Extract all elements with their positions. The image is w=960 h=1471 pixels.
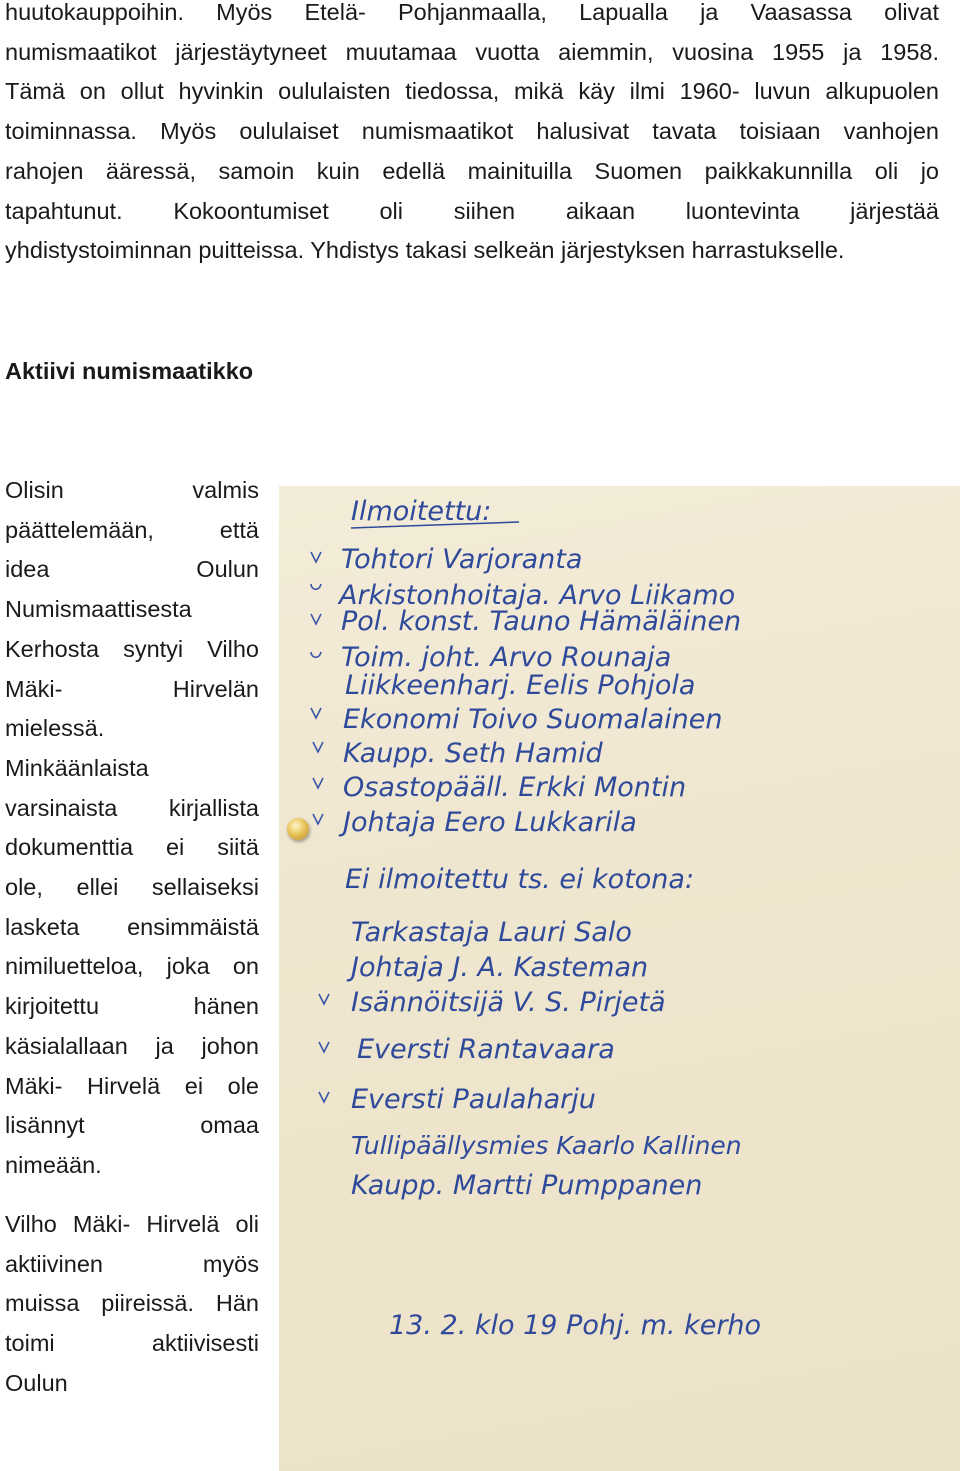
- column-line: aktiivinen myös: [5, 1250, 259, 1277]
- letter-entry: Tarkastaja Lauri Salo: [351, 917, 632, 948]
- letter-entry: Tohtori Varjoranta: [341, 544, 583, 575]
- column-line: Mäki- Hirvelä ei ole: [5, 1072, 259, 1099]
- column-line: Oulun: [5, 1369, 68, 1396]
- check-marks: [311, 552, 329, 1102]
- column-line: Kerhosta syntyi Vilho: [5, 635, 259, 662]
- column-line: Olisin valmis: [5, 477, 259, 503]
- column-paragraph-1: [5, 471, 259, 1186]
- intro-line: rahojen ääressä, samoin kuin edellä mainituilla Suomen paikkakunnilla oli jo: [5, 157, 939, 184]
- letter-subheader: Ei ilmoitettu ts. ei kotona:: [345, 864, 695, 895]
- column-line: ole, ellei sellaiseksi: [5, 874, 259, 901]
- letter-entry: Eversti Paulaharju: [351, 1084, 596, 1115]
- column-line: lisännyt omaa: [5, 1112, 259, 1139]
- intro-paragraph: [5, 0, 939, 271]
- letter-footer: 13. 2. klo 19 Pohj. m. kerho: [389, 1310, 762, 1341]
- letter-entry: Pol. konst. Tauno Hämäläinen: [341, 606, 742, 637]
- column-line: Numismaattisesta: [5, 596, 192, 623]
- letter-entry: Johtaja J. A. Kasteman: [351, 952, 649, 983]
- intro-line: numismaatikot järjestäytyneet muutamaa vuotta aiemmin, vuosina 1955 ja 1958.: [5, 38, 939, 65]
- column-line: Vilho Mäki- Hirvelä oli: [5, 1211, 259, 1237]
- letter-entry: Johtaja Eero Lukkarila: [343, 807, 637, 838]
- intro-line: tapahtunut. Kokoontumiset oli siihen aikaan luontevinta järjestää: [5, 197, 939, 224]
- column-line: Minkäänlaista: [5, 754, 149, 781]
- letter-entry: Osastopääll. Erkki Montin: [343, 772, 687, 803]
- letter-entry: Eversti Rantavaara: [357, 1034, 615, 1065]
- letter-entry: Toim. joht. Arvo Rounaja: [341, 642, 672, 673]
- handwritten-list: [279, 486, 960, 1471]
- column-line: lasketa ensimmäistä: [5, 913, 259, 940]
- column-line: muissa piireissä. Hän: [5, 1290, 259, 1317]
- column-line: toimi aktiivisesti: [5, 1330, 259, 1357]
- intro-line: toiminnassa. Myös oululaiset numismaatikot halusivat tavata toisiaan vanhojen: [5, 118, 939, 145]
- column-line: käsialallaan ja johon: [5, 1032, 259, 1059]
- letter-entry: Kaupp. Seth Hamid: [343, 738, 603, 769]
- column-line: varsinaista kirjallista: [5, 794, 259, 821]
- intro-line: huutokauppoihin. Myös Etelä- Pohjanmaalla, Lapualla ja Vaasassa olivat: [5, 0, 939, 25]
- intro-line: yhdistystoiminnan puitteissa. Yhdistys takasi selkeän järjestyksen harrastukselle.: [5, 237, 845, 264]
- column-line: päättelemään, että: [5, 516, 259, 543]
- column-line: nimeään.: [5, 1151, 102, 1178]
- column-line: nimiluetteloa, joka on: [5, 953, 259, 980]
- column-line: dokumenttia ei siitä: [5, 834, 259, 861]
- handwritten-letter-photo: [279, 486, 960, 1471]
- letter-header: Ilmoitettu:: [351, 496, 492, 527]
- letter-entry: Kaupp. Martti Pumppanen: [351, 1170, 703, 1201]
- section-heading: Aktiivi numismaatikko: [5, 358, 254, 384]
- column-line: mielessä.: [5, 715, 105, 742]
- column-line: idea Oulun: [5, 556, 259, 583]
- column-paragraph-2: [5, 1205, 259, 1404]
- column-line: kirjoitettu hänen: [5, 993, 259, 1020]
- letter-entry: Isännöitsijä V. S. Pirjetä: [351, 987, 666, 1018]
- column-line: Mäki- Hirvelän: [5, 675, 259, 702]
- intro-line: Tämä on ollut hyvinkin oululaisten tiedossa, mikä käy ilmi 1960- luvun alkupuolen: [5, 78, 939, 105]
- letter-entry: Ekonomi Toivo Suomalainen: [343, 704, 723, 735]
- letter-entry: Liikkeenharj. Eelis Pohjola: [345, 670, 696, 701]
- letter-entry: Tullipäällysmies Kaarlo Kallinen: [351, 1131, 742, 1160]
- letter-entry: Arkistonhoitaja. Arvo Liikamo: [339, 580, 736, 611]
